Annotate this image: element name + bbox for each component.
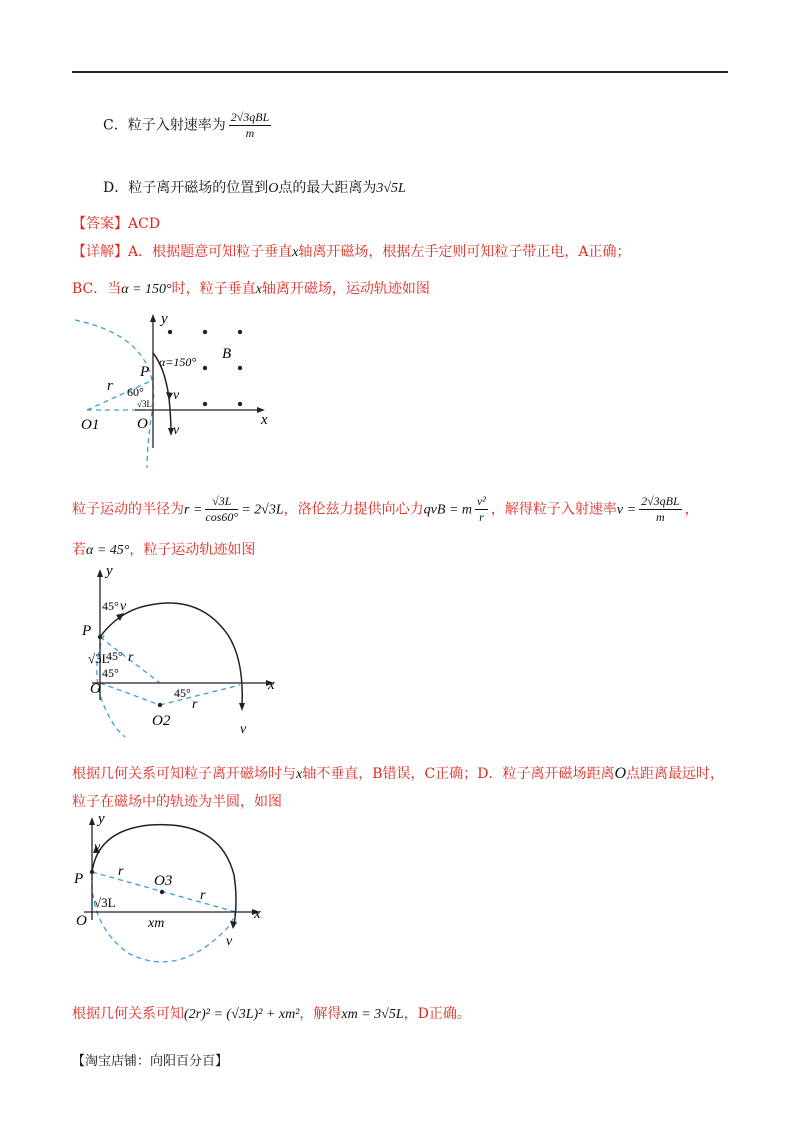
force-equation: qvB = m — [423, 502, 472, 518]
label-r1: r — [118, 864, 124, 879]
label-45-right: 45° — [174, 686, 191, 700]
o-o2-line — [100, 683, 160, 705]
label-y: y — [161, 311, 168, 327]
x-axis-symbol: x — [296, 767, 303, 782]
label-r2: r — [192, 697, 198, 712]
label-alpha: α=150° — [159, 355, 197, 369]
option-c — [103, 110, 274, 141]
v-equals: v = — [616, 502, 637, 518]
radius-text-2: ，洛伦兹力提供向心力 — [283, 501, 424, 518]
final-prefix: 根据几何关系可知 — [72, 1006, 184, 1022]
x-axis-symbol: x — [255, 282, 262, 297]
point-o: O — [268, 181, 279, 196]
radius-result: = 2√3L — [241, 502, 284, 518]
label-p: P — [82, 623, 92, 639]
final-line — [72, 1004, 471, 1025]
label-60: 60° — [127, 385, 144, 399]
label-v2: v — [173, 423, 180, 438]
point-o3 — [160, 890, 164, 894]
label-xm: xm — [148, 916, 165, 931]
label-x: x — [268, 677, 275, 693]
figure-3 — [70, 815, 270, 980]
final-mid: ，解得 — [299, 1006, 342, 1022]
label-p: P — [74, 871, 84, 887]
force-fraction — [475, 494, 488, 525]
fraction-denominator: m — [656, 510, 665, 524]
label-sqrt3l: √3L — [94, 895, 116, 910]
label-x: x — [254, 906, 261, 922]
radius-fraction — [205, 494, 238, 525]
label-p: P — [140, 364, 150, 380]
final-equation: (2r)² = (√3L)² + xm² — [184, 1007, 300, 1022]
label-v2: v — [240, 722, 247, 737]
option-d-value: 3√5L — [376, 181, 406, 196]
option-d-mid: 点的最大距离为 — [278, 180, 377, 196]
r-equals: r = — [184, 502, 203, 518]
label-y: y — [98, 815, 105, 827]
alpha45-prefix: 若 — [72, 542, 86, 558]
label-y: y — [106, 565, 113, 579]
label-o1: O1 — [81, 417, 100, 433]
answer: 【答案】ACD — [72, 216, 161, 232]
label-o: O — [137, 416, 148, 432]
label-b: B — [222, 346, 232, 362]
radius-text-4: ， — [684, 501, 699, 518]
label-o2: O2 — [152, 713, 171, 729]
label-r2: r — [200, 888, 206, 903]
x-axis-symbol: x — [292, 245, 299, 260]
label-45-mid: 45° — [106, 649, 123, 663]
option-d — [103, 178, 406, 199]
point-p — [90, 870, 94, 874]
label-v1: v — [94, 840, 101, 855]
label-v2: v — [226, 934, 233, 949]
label-sqrt3l: √3L — [88, 651, 110, 666]
point-p — [98, 635, 102, 639]
label-sqrt3l: √3L — [137, 399, 152, 409]
figure-1 — [65, 308, 280, 473]
fraction-denominator: cos60° — [205, 510, 239, 524]
detail-bc-suffix: 轴离开磁场，运动轨迹如图 — [261, 281, 430, 297]
alpha45-suffix: ，粒子运动轨迹如图 — [129, 542, 256, 558]
detail-bc — [72, 279, 430, 300]
velocity-arrow-icon — [230, 921, 237, 929]
detail-a-prefix: 【详解】A．根据题意可知粒子垂直 — [72, 244, 293, 260]
velocity-arrow-icon — [166, 392, 173, 400]
alpha-value: α = 150° — [121, 282, 172, 297]
fraction-denominator: r — [479, 510, 484, 524]
detail-bc-mid: 时，粒子垂直 — [171, 281, 256, 297]
y-arrow-icon — [89, 817, 95, 825]
fraction-numerator: 2√3qBL — [641, 494, 680, 508]
label-o: O — [90, 681, 101, 697]
detail-bc-prefix: BC．当 — [72, 281, 122, 297]
detail-a-suffix: 轴离开磁场，根据左手定则可知粒子带正电，A正确； — [298, 244, 631, 260]
label-v1: v — [120, 599, 127, 614]
detail-a — [72, 242, 630, 263]
alpha45-line — [72, 540, 255, 561]
footer: 【淘宝店铺：向阳百分百】 — [72, 1054, 229, 1069]
y-arrow-icon — [97, 569, 103, 577]
radius-line-2 — [160, 685, 240, 705]
label-o: O — [76, 913, 87, 929]
point-o: O — [614, 765, 627, 782]
fraction-numerator: v² — [476, 494, 486, 508]
label-r1: r — [128, 650, 134, 665]
option-d-label: D．粒子离开磁场的位置到 — [103, 180, 269, 196]
top-rule — [72, 71, 728, 73]
geo1-line — [72, 764, 724, 785]
label-45-low: 45° — [102, 666, 119, 680]
geo1-mid: 轴不垂直，B错误，C正确；D．粒子离开磁场距离 — [302, 766, 615, 782]
y-arrow-icon — [150, 314, 156, 322]
option-c-fraction — [229, 110, 272, 141]
geo2-line: 粒子在磁场中的轨迹为半圆，如图 — [72, 794, 282, 810]
label-x: x — [261, 412, 268, 428]
radius-text-1: 粒子运动的半径为 — [72, 501, 184, 518]
label-45-top: 45° — [102, 599, 119, 613]
geo1-prefix: 根据几何关系可知粒子离开磁场时与 — [72, 766, 296, 782]
velocity-fraction — [639, 494, 682, 525]
radius-text-3: ，解得粒子入射速率 — [490, 501, 617, 518]
label-v: v — [173, 388, 180, 403]
radius-line-text — [72, 494, 699, 526]
fraction-denominator: m — [245, 126, 255, 140]
fraction-numerator: √3L — [205, 494, 238, 510]
point-o2 — [158, 703, 162, 707]
option-c-label: C．粒子入射速率为 — [103, 117, 226, 134]
final-suffix: ，D正确。 — [403, 1006, 471, 1022]
geo1-suffix: 点距离最远时， — [626, 766, 725, 782]
label-o3: O3 — [154, 873, 173, 889]
figure-2 — [80, 565, 290, 740]
final-result: xm = 3√5L — [341, 1007, 404, 1022]
velocity-arrow-icon — [239, 703, 245, 711]
alpha45-value: α = 45° — [86, 543, 130, 558]
label-r: r — [107, 378, 113, 394]
fraction-numerator: 2√3qBL — [230, 110, 270, 124]
